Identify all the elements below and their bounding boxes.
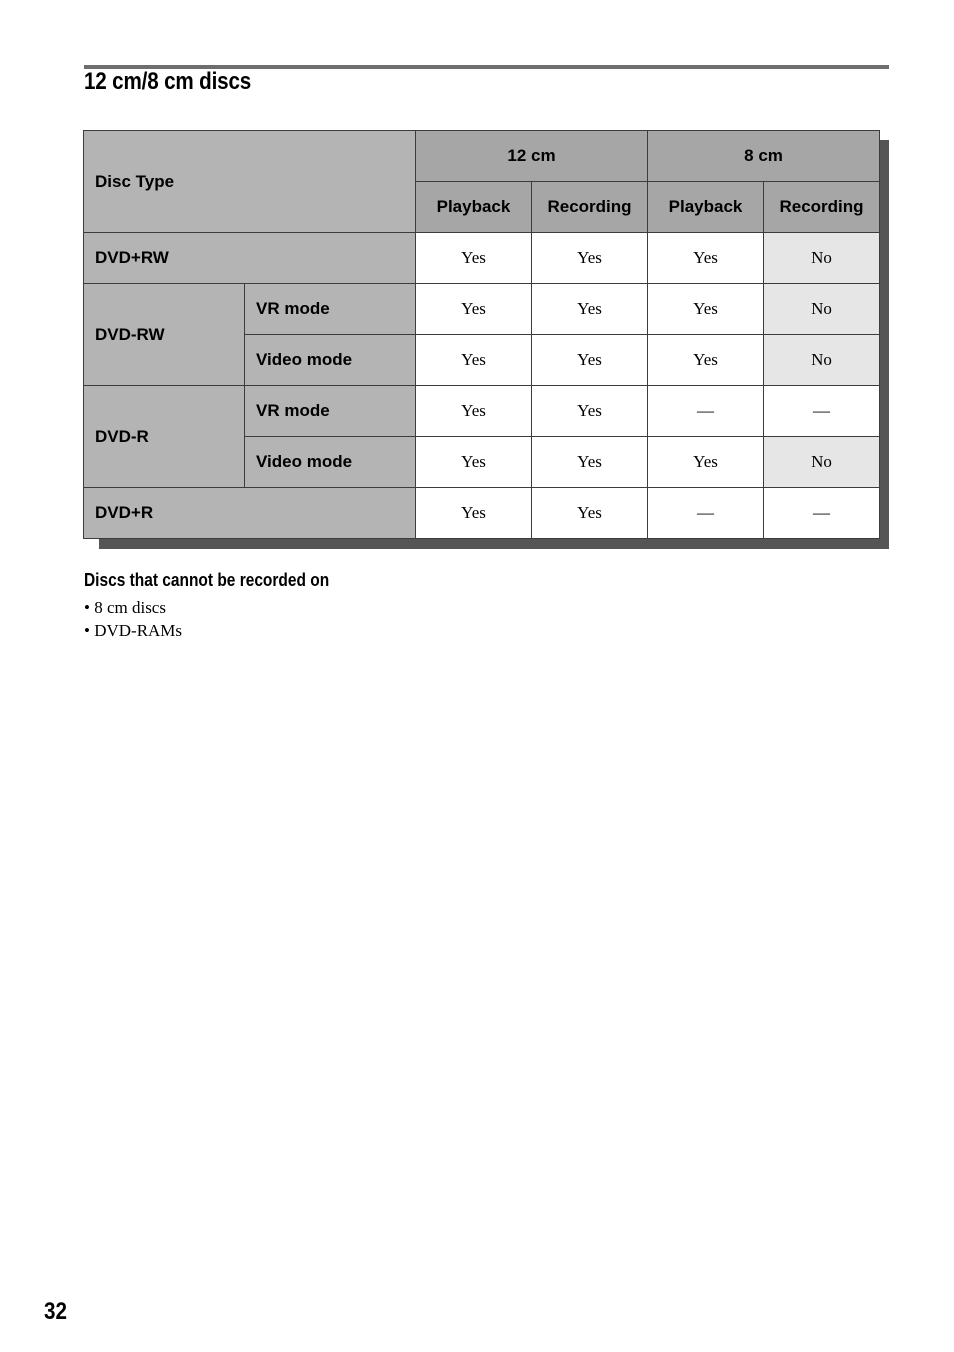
cell-value: Yes bbox=[416, 386, 532, 437]
cell-value: Yes bbox=[416, 488, 532, 539]
table-row bbox=[84, 488, 880, 539]
cell-value: Yes bbox=[416, 437, 532, 488]
cell-value: Yes bbox=[532, 284, 648, 335]
cell-value: Yes bbox=[648, 284, 764, 335]
header-8cm: 8 cm bbox=[648, 131, 880, 182]
cell-value: — bbox=[648, 488, 764, 539]
cell-value: Yes bbox=[648, 335, 764, 386]
list-item: • DVD-RAMs bbox=[84, 619, 182, 642]
table-row bbox=[84, 284, 880, 335]
cell-value: — bbox=[764, 488, 880, 539]
cell-value: Yes bbox=[532, 437, 648, 488]
cell-value: Yes bbox=[532, 386, 648, 437]
cell-value: Yes bbox=[532, 233, 648, 284]
page-title: 12 cm/8 cm discs bbox=[84, 68, 252, 95]
row-label-dvd-minus-rw: DVD-RW bbox=[84, 284, 245, 386]
row-label-mode: VR mode bbox=[245, 386, 416, 437]
header-8cm-recording: Recording bbox=[764, 182, 880, 233]
page-number: 32 bbox=[44, 1298, 67, 1325]
header-12cm-playback: Playback bbox=[416, 182, 532, 233]
row-label-mode: Video mode bbox=[245, 335, 416, 386]
table-row bbox=[84, 233, 880, 284]
cannot-record-list bbox=[84, 596, 182, 642]
header-disc-type: Disc Type bbox=[84, 131, 416, 233]
cell-value: — bbox=[648, 386, 764, 437]
header-12cm-recording: Recording bbox=[532, 182, 648, 233]
cell-value: No bbox=[764, 335, 880, 386]
row-label-dvd-plus-rw: DVD+RW bbox=[84, 233, 416, 284]
cell-value: Yes bbox=[532, 335, 648, 386]
disc-compatibility-table-wrap bbox=[83, 130, 879, 539]
cannot-record-heading: Discs that cannot be recorded on bbox=[84, 570, 330, 590]
cell-value: — bbox=[764, 386, 880, 437]
row-label-dvd-minus-r: DVD-R bbox=[84, 386, 245, 488]
cell-value: Yes bbox=[416, 233, 532, 284]
cell-value: No bbox=[764, 437, 880, 488]
row-label-mode: VR mode bbox=[245, 284, 416, 335]
cell-value: No bbox=[764, 233, 880, 284]
cell-value: Yes bbox=[648, 437, 764, 488]
cell-value: Yes bbox=[532, 488, 648, 539]
cell-value: Yes bbox=[416, 335, 532, 386]
header-12cm: 12 cm bbox=[416, 131, 648, 182]
cell-value: No bbox=[764, 284, 880, 335]
cell-value: Yes bbox=[416, 284, 532, 335]
row-label-mode: Video mode bbox=[245, 437, 416, 488]
table-row bbox=[84, 386, 880, 437]
header-8cm-playback: Playback bbox=[648, 182, 764, 233]
list-item: • 8 cm discs bbox=[84, 596, 182, 619]
row-label-dvd-plus-r: DVD+R bbox=[84, 488, 416, 539]
cell-value: Yes bbox=[648, 233, 764, 284]
disc-compatibility-table bbox=[83, 130, 880, 539]
